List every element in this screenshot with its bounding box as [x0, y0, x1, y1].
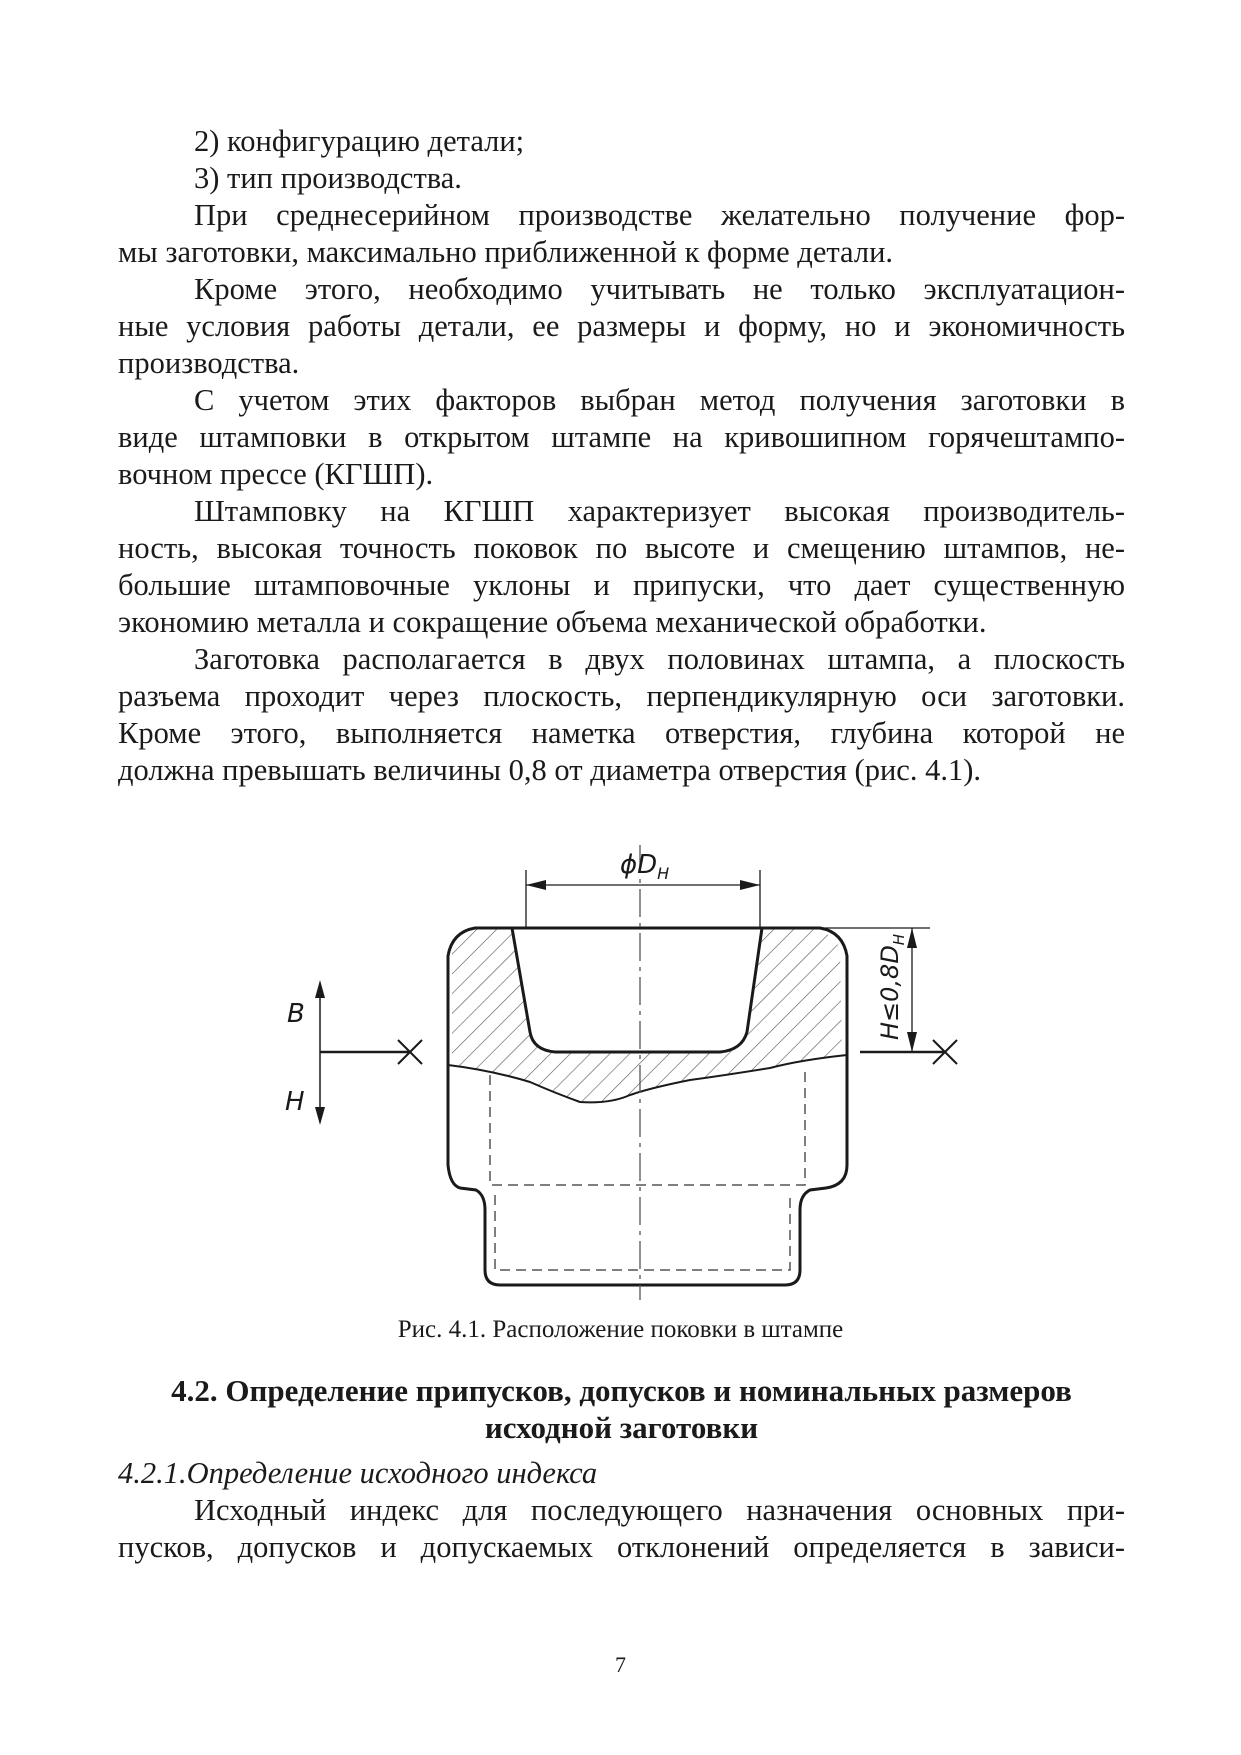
paragraph-4-line-1: Штамповку на КГШП характеризует высокая производитель- [194, 494, 1125, 528]
paragraph-2-line-3: производства. [118, 346, 300, 380]
paragraph-1-line-2: мы заготовки, максимально приближенной к форме детали. [118, 235, 894, 269]
paragraph-6-line-1: Исходный индекс для последующего назначения основных при- [194, 1493, 1125, 1527]
list-item-configuration: 2) конфигурацию детали; [194, 124, 525, 158]
paragraph-5-line-2: разъема проходит через плоскость, перпендикулярную оси заготовки. [118, 679, 1125, 713]
paragraph-3-line-2: виде штамповки в открытом штампе на кривошипном горячештампо- [118, 420, 1125, 454]
height-label: $H\le 0,8D_Н$ [876, 933, 908, 1040]
section-heading-line-2: исходной заготовки [484, 1410, 759, 1445]
arrow-up-icon [315, 980, 325, 998]
paragraph-5-line-3: Кроме этого, выполняется наметка отверстия, глубина которой не [118, 716, 1125, 750]
figure-caption: Рис. 4.1. Расположение поковки в штампе [397, 1316, 844, 1343]
paragraph-4-line-2: ность, высокая точность поковок по высоте и смещению штампов, не- [118, 531, 1125, 565]
paragraph-2-line-1: Кроме этого, необходимо учитывать не только эксплуатацион- [194, 272, 1125, 306]
section-heading-line-1: 4.2. Определение припусков, допусков и номинальных размеров [171, 1373, 1072, 1408]
page-number: 7 [615, 1652, 626, 1677]
paragraph-6-line-2: пусков, допусков и допускаемых отклонений определяется в зависи- [118, 1530, 1125, 1564]
paragraph-3-line-3: вочном прессе (КГШП). [118, 457, 434, 491]
label-upper-die: В [287, 999, 305, 1029]
paragraph-1-line-1: При среднесерийном производстве желательно получение фор- [194, 198, 1125, 232]
paragraph-4-line-3: большие штамповочные уклоны и припуски, что дает существенную [118, 568, 1125, 602]
paragraph-4-line-4: экономию металла и сокращение объема механической обработки. [118, 605, 987, 639]
recess-contour [512, 928, 762, 1052]
part-outline-dashed-lower [495, 1195, 790, 1270]
label-lower-die: Н [285, 1087, 305, 1117]
list-item-production-type: 3) тип производства. [194, 161, 462, 195]
paragraph-2-line-2: ные условия работы детали, ее размеры и форму, но и экономичность [118, 309, 1125, 343]
paragraph-3-line-1: С учетом этих факторов выбран метод получения заготовки в [194, 383, 1125, 417]
paragraph-5-line-1: Заготовка располагается в двух половинах штампа, а плоскость [194, 642, 1125, 676]
arrow-down-icon [315, 1107, 325, 1125]
subsection-heading: 4.2.1.Определение исходного индекса [118, 1456, 598, 1490]
paragraph-5-line-4: должна превышать величины 0,8 от диаметра отверстия (рис. 4.1). [118, 753, 981, 787]
diameter-label: $\phi D_Н$ [620, 850, 670, 883]
